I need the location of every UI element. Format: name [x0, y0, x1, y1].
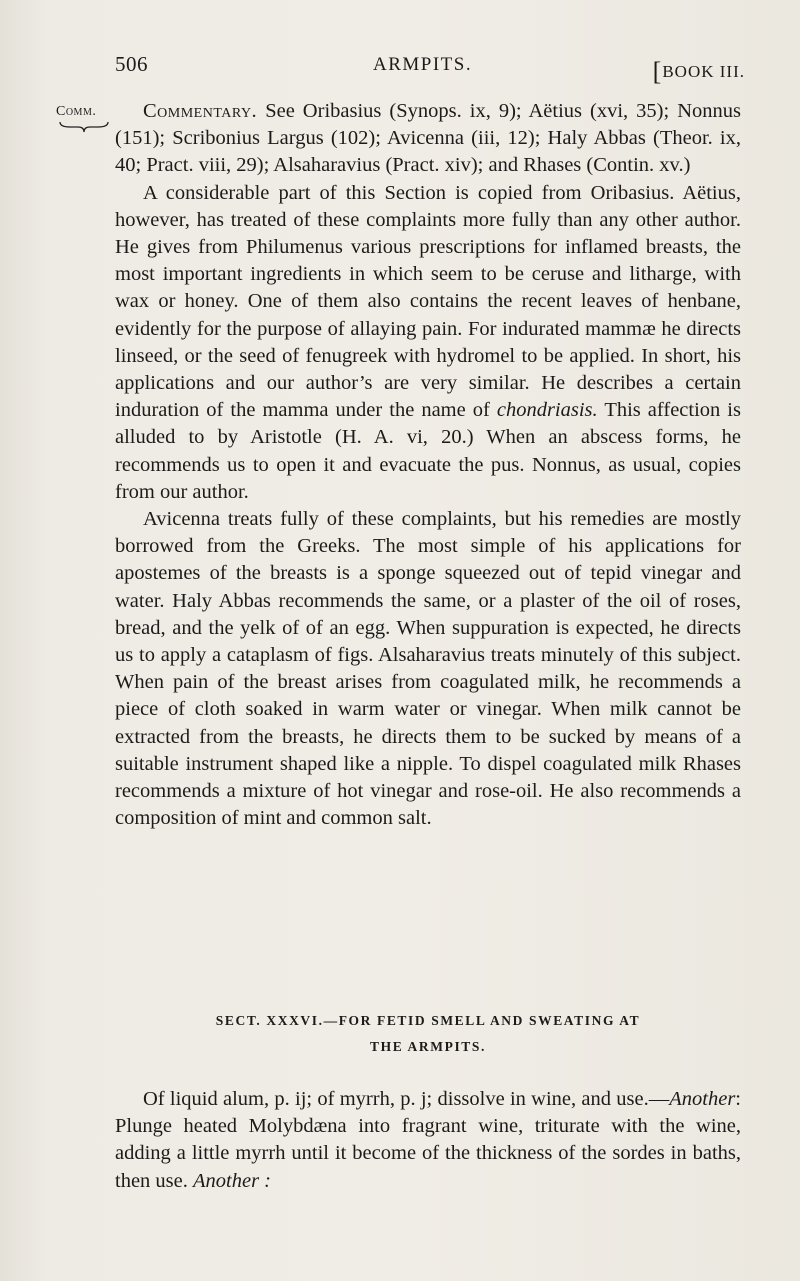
section-heading-line-2: THE ARMPITS. — [370, 1039, 486, 1054]
another-label: Another : — [193, 1169, 271, 1192]
book-reference — [653, 54, 745, 84]
brace-icon — [58, 120, 110, 134]
section-heading-line-1: SECT. XXXVI.—FOR FETID SMELL AND SWEATING AT — [215, 1013, 641, 1028]
section-paragraph — [115, 1086, 741, 1195]
paragraph-text: : Plunge heated Molybdæna into fragrant wine, triturate with the wine, adding a little myrrh until it become of the thickness of the sordes in baths, then use. — [115, 1088, 741, 1192]
paragraph-text: Of liquid alum, p. ij; of myrrh, p. j; dissolve in wine, and use.— — [143, 1088, 670, 1110]
running-title: ARMPITS. — [373, 54, 473, 75]
another-label: Another — [669, 1088, 736, 1110]
commentary-paragraph-3: Avicenna treats fully of these complaints, but his remedies are mostly borrowed from the Greeks. The most simple of his applications for apostemes of the breasts is a sponge squeezed out of tepid vinegar and water. Haly Abbas recommends the same, or a plaster of the oil of roses, bread, and the yelk of of an egg. When suppuration is expected, he directs us to apply a cataplasm of figs. Alsaharavius treats minutely of this subject. When pain of the breast arises from coagulated milk, he recommends a piece of cloth soaked in warm water or vinegar. When milk cannot be extracted from the breasts, he directs them to be sucked by means of a suitable instrument shaped like a nipple. To dispel coagulated milk Rhases recommends a mixture of hot vinegar and rose-oil. He also recommends a composition of mint and common salt. — [115, 508, 741, 830]
section-text — [115, 1086, 741, 1195]
commentary-paragraph-2 — [115, 180, 741, 506]
italic-term: chondriasis. — [496, 399, 598, 422]
paragraph-text: A considerable part of this Section is copied from Oribasius. Aëtius, however, has treated of these complaints more fully than any other author. He gives from Philumenus various prescriptions for inflamed breasts, the most important ingredients in which seem to be ceruse and litharge, with wax or honey. One of them also contains the recent leaves of henbane, evidently for the purpose of allaying pain. For indurated mammæ he directs linseed, or the seed of fenugreek with hydromel to be applied. In short, his applications and our author’s are very similar. He describes a certain induration of the mamma under the name of — [115, 181, 741, 422]
running-head — [115, 52, 745, 92]
commentary-text — [115, 98, 741, 832]
commentary-label: Commentary. — [143, 100, 258, 122]
commentary-references: See Oribasius (Synops. ix, 9); Aëtius (xvi, 35); Nonnus (151); Scribonius Largus (102); Avicenna (iii, 12); Haly Abbas (Theor. ix, 40; Pract. viii, 29); Alsaharavius (Pract. xiv); and Rhases (Contin. xv.) — [115, 100, 741, 177]
margin-note-label: Comm. — [56, 104, 97, 119]
commentary-paragraph-1 — [115, 98, 741, 180]
paragraph-text: This affection is alluded to by Aristotle (H. A. vi, 20.) When an abscess forms, he recommends us to open it and evacuate the pus. Nonnus, as usual, copies from our author. — [115, 399, 741, 503]
book-bracket: [ — [652, 57, 663, 86]
page-number: 506 — [115, 52, 148, 76]
section-heading — [115, 1008, 741, 1060]
book-label: BOOK III. — [662, 62, 745, 81]
